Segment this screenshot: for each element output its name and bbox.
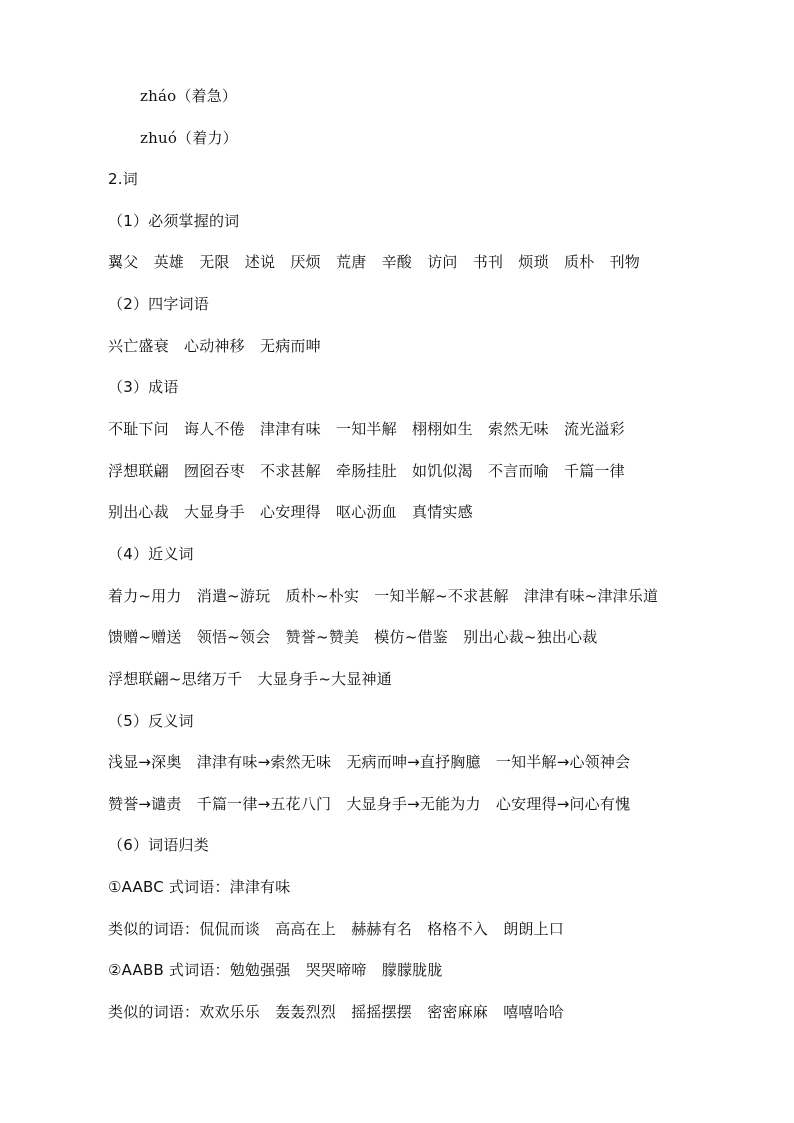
subsection-5-title: （5）反义词 <box>108 712 194 730</box>
subsection-6-similar-2: 类似的词语：欢欢乐乐 轰轰烈烈 摇摇摆摆 密密麻麻 嘻嘻哈哈 <box>108 1003 565 1021</box>
subsection-6-similar-1: 类似的词语：侃侃而谈 高高在上 赫赫有名 格格不入 朗朗上口 <box>108 920 565 938</box>
subsection-3-words-1: 不耻下问 诲人不倦 津津有味 一知半解 栩栩如生 索然无味 流光溢彩 <box>108 420 625 438</box>
subsection-4-title: （4）近义词 <box>108 545 194 563</box>
subsection-6-item-1: ①AABC 式词语：津津有味 <box>108 878 291 896</box>
pinyin-zhuo-line: zhuó（着力） <box>140 129 238 147</box>
subsection-3-words-3: 别出心裁 大显身手 心安理得 呕心沥血 真情实感 <box>108 503 473 521</box>
subsection-5-words-1: 浅显→深奥 津津有味→索然无味 无病而呻→直抒胸臆 一知半解→心领神会 <box>108 753 631 771</box>
subsection-1-words: 翼父 英雄 无限 述说 厌烦 荒唐 辛酸 访问 书刊 烦琐 质朴 刊物 <box>108 253 641 271</box>
subsection-2-words: 兴亡盛衰 心动神移 无病而呻 <box>108 337 321 355</box>
pinyin-zhao-line: zháo（着急） <box>140 87 238 105</box>
subsection-3-title: （3）成语 <box>108 378 179 396</box>
subsection-5-words-2: 赞誉→谴责 千篇一律→五花八门 大显身手→无能为力 心安理得→问心有愧 <box>108 795 631 813</box>
subsection-1-title: （1）必须掌握的词 <box>108 212 240 230</box>
subsection-4-words-3: 浮想联翩~思绪万千 大显身手~大显神通 <box>108 670 392 688</box>
subsection-4-words-1: 着力~用力 消遣~游玩 质朴~朴实 一知半解~不求甚解 津津有味~津津乐道 <box>108 587 659 605</box>
subsection-6-title: （6）词语归类 <box>108 836 209 854</box>
subsection-4-words-2: 馈赠~赠送 领悟~领会 赞誉~赞美 模仿~借鉴 别出心裁~独出心裁 <box>108 628 598 646</box>
section-heading-ci: 2.词 <box>108 170 138 188</box>
subsection-2-title: （2）四字词语 <box>108 295 209 313</box>
subsection-3-words-2: 浮想联翩 囫囵吞枣 不求甚解 牵肠挂肚 如饥似渴 不言而喻 千篇一律 <box>108 462 625 480</box>
subsection-6-item-2: ②AABB 式词语：勉勉强强 哭哭啼啼 朦朦胧胧 <box>108 961 443 979</box>
